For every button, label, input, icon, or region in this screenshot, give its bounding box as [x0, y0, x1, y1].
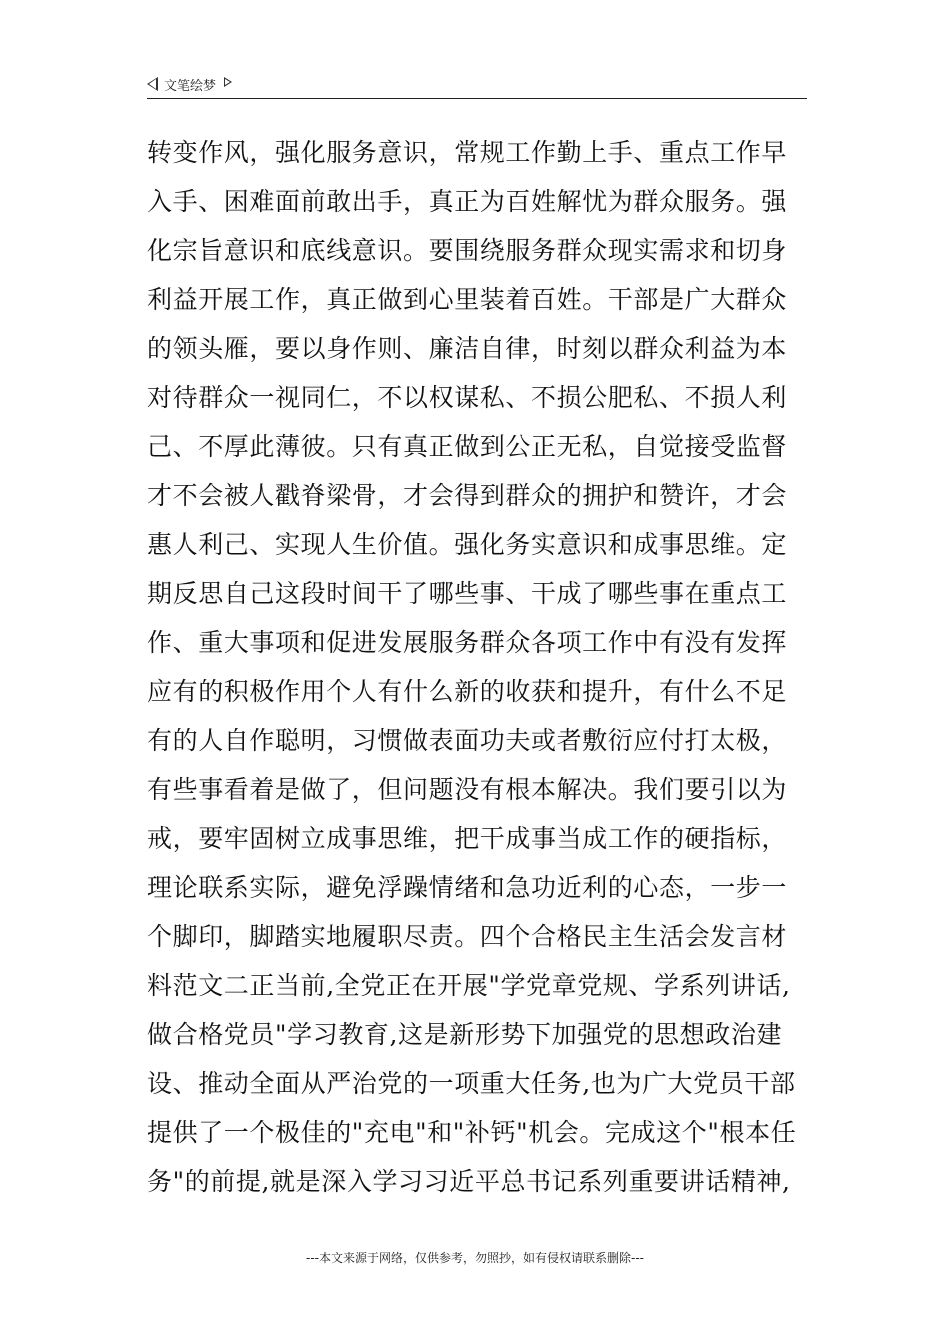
text-line: 提供了一个极佳的"充电"和"补钙"机会。完成这个"根本任	[147, 1118, 797, 1147]
text-line: 有的人自作聪明，习惯做表面功夫或者敷衍应付打太极，	[147, 726, 788, 755]
text-line: 期反思自己这段时间干了哪些事、干成了哪些事在重点工	[147, 579, 788, 608]
header-title: 文笔绘梦	[164, 78, 217, 94]
text-line: 理论联系实际，避免浮躁情绪和急功近利的心态，一步一	[147, 873, 788, 902]
page-footer: ---本文来源于网络，仅供参考，勿照抄，如有侵权请联系删除---	[306, 1251, 644, 1265]
text-line: 转变作风，强化服务意识，常规工作勤上手、重点工作早	[147, 138, 788, 167]
text-line: 做合格党员"学习教育,这是新形势下加强党的思想政治建	[147, 1020, 783, 1049]
text-line: 戒，要牢固树立成事思维，把干成事当成工作的硬指标，	[147, 824, 788, 853]
text-line: 个脚印，脚踏实地履职尽责。四个合格民主生活会发言材	[147, 922, 788, 951]
triangle-left-icon	[147, 77, 158, 91]
text-line: 对待群众一视同仁，不以权谋私、不损公肥私、不损人利	[147, 383, 788, 412]
page-header	[147, 70, 807, 99]
text-line: 己、不厚此薄彼。只有真正做到公正无私，自觉接受监督	[147, 432, 788, 461]
text-line: 设、推动全面从严治党的一项重大任务,也为广大党员干部	[147, 1069, 796, 1098]
text-line: 料范文二正当前,全党正在开展"学党章党规、学系列讲话,	[147, 971, 791, 1000]
text-line: 入手、困难面前敢出手，真正为百姓解忧为群众服务。强	[147, 187, 788, 216]
triangle-right-icon	[224, 77, 232, 87]
document-body	[147, 128, 807, 1206]
text-line: 应有的积极作用个人有什么新的收获和提升，有什么不足	[147, 677, 788, 706]
text-line: 惠人利己、实现人生价值。强化务实意识和成事思维。定	[147, 530, 788, 559]
text-line: 作、重大事项和促进发展服务群众各项工作中有没有发挥	[147, 628, 788, 657]
text-line: 化宗旨意识和底线意识。要围绕服务群众现实需求和切身	[147, 236, 788, 265]
text-line: 才不会被人戳脊梁骨，才会得到群众的拥护和赞许，才会	[147, 481, 788, 510]
text-line: 务"的前提,就是深入学习习近平总书记系列重要讲话精神,	[147, 1167, 791, 1196]
text-line: 的领头雁，要以身作则、廉洁自律，时刻以群众利益为本	[147, 334, 788, 363]
text-line: 有些事看着是做了，但问题没有根本解决。我们要引以为	[147, 775, 788, 804]
text-line: 利益开展工作，真正做到心里装着百姓。干部是广大群众	[147, 285, 788, 314]
